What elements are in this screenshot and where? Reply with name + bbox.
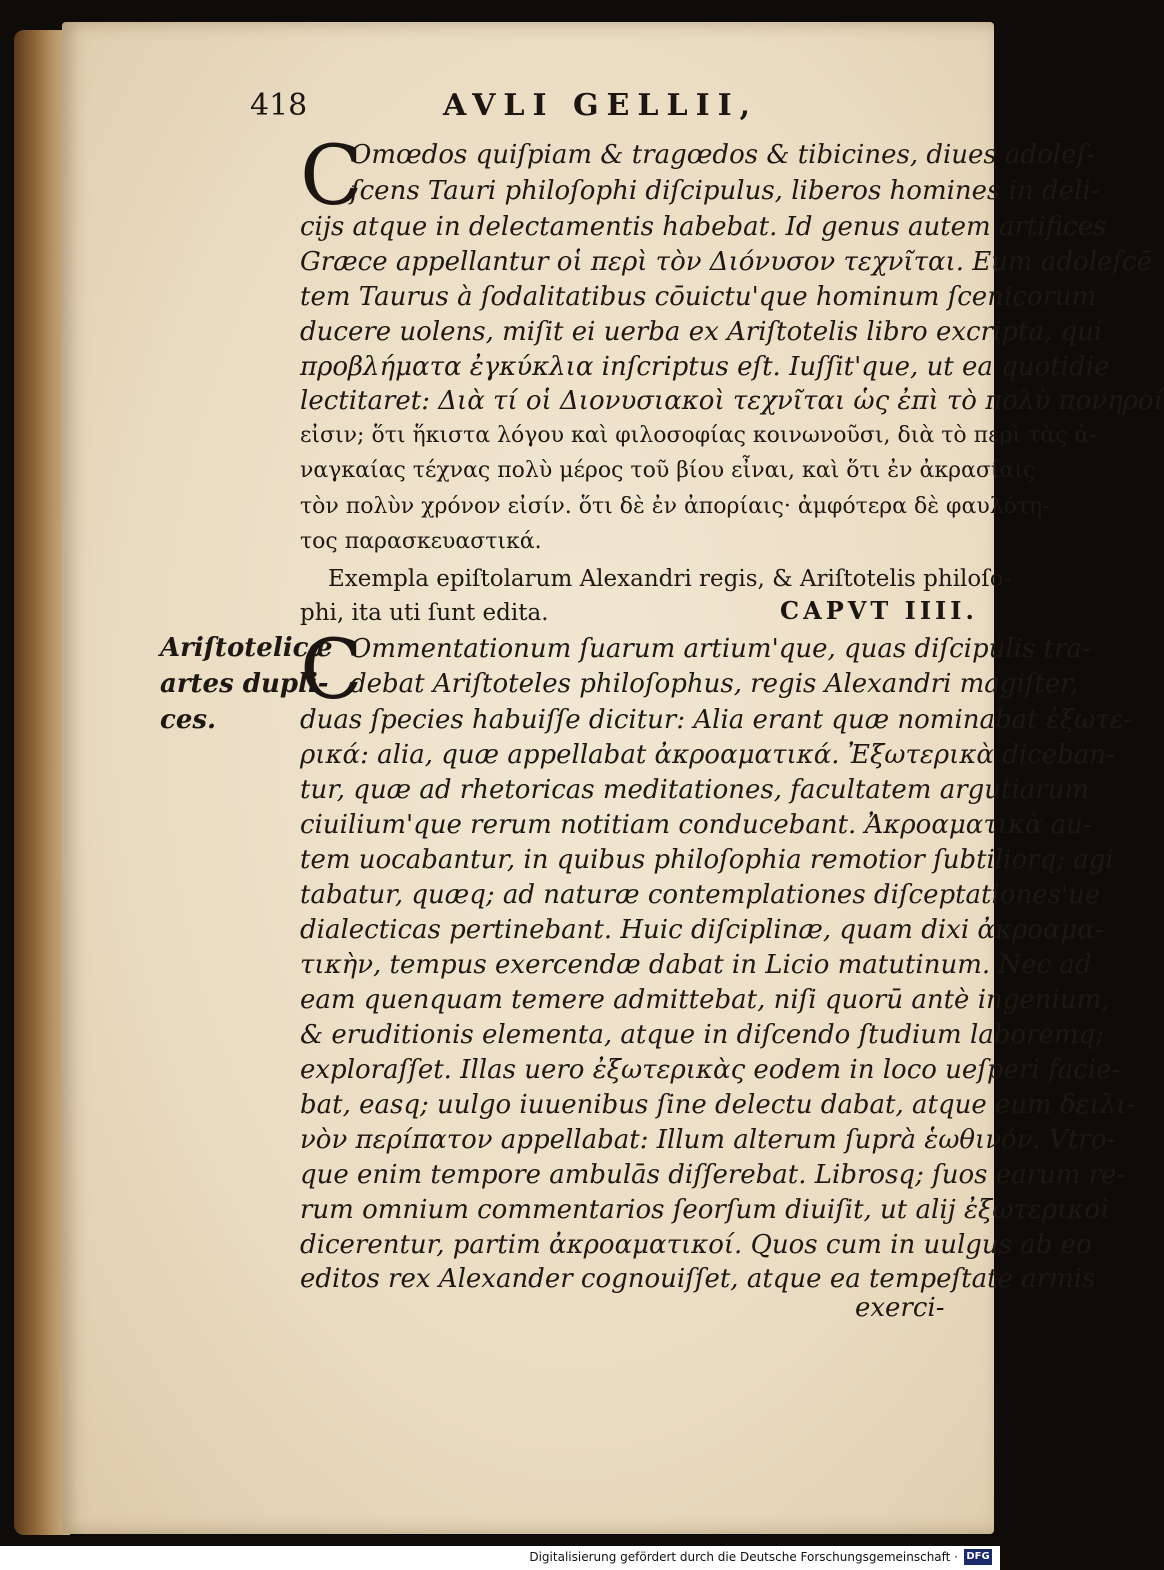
text-line: tabatur, quæq; ad naturæ contemplationes diſceptationes'ue (300, 880, 1101, 910)
greek-text-line: εἰσιν; ὅτι ἥκιστα λόγου καὶ φιλοσοφίας κοινωνοῦσι, διὰ τὸ περὶ τὰς ἀ- (300, 423, 1097, 448)
text-line: Ommentationum ſuarum artium'que, quas diſcipulis tra- (350, 634, 1091, 664)
text-line: ρικά: alia, quæ appellabat ἀκροαματικά. Ἐξωτερικὰ diceban- (300, 740, 1115, 770)
digitization-footer (0, 1546, 1000, 1570)
greek-text-line: τος παρασκευαστικά. (300, 529, 542, 554)
text-line: νὸν περίπατον appellabat: Illum alterum ſuprà ἑωθινόν. Vtro- (300, 1125, 1116, 1155)
text-line: exploraſſet. Illas uero ἐξωτερικὰς eodem in loco ueſperi facie- (300, 1055, 1121, 1085)
drop-capital: C (300, 623, 363, 718)
text-line: editos rex Alexander cognouiſſet, atque ea tempeſtate armis (300, 1264, 1096, 1294)
text-line: tem Taurus à ſodalitatibus cōuictu'que hominum ſcenicorum (300, 282, 1097, 312)
text-line: dialecticas pertinebant. Huic diſciplinæ, quam dixi ἀκροαμα- (300, 915, 1104, 945)
text-line: tur, quæ ad rhetoricas meditationes, facultatem argutiarum (300, 775, 1090, 805)
text-line: rum omnium commentarios ſeorſum diuiſit, ut alij ἐξωτερικοὶ (300, 1195, 1111, 1225)
text-line: cijs atque in delectamentis habebat. Id genus autem artifices (300, 212, 1107, 242)
greek-text-line: ναγκαίας τέχνας πολὺ μέρος τοῦ βίου εἶναι, καὶ ὅτι ἐν ἀκρασίαις (300, 458, 1036, 483)
chapter-heading: phi, ita uti ſunt edita. (300, 600, 549, 626)
text-line: debat Ariſtoteles philoſophus, regis Alexandri magiſter, (350, 669, 1079, 699)
text-line: duas ſpecies habuiſſe dicitur: Alia erant quæ nominabat ἐξωτε- (300, 705, 1133, 735)
page-number: 418 (250, 88, 308, 123)
text-line: τικὴν, tempus exercendæ dabat in Licio matutinum. Nec ad (300, 950, 1092, 980)
catchword: exerci- (855, 1293, 945, 1323)
dfg-logo: DFG (964, 1549, 992, 1565)
text-line: que enim tempore ambulās diſſerebat. Librosq; ſuos earum re- (300, 1160, 1126, 1190)
text-line: dicerentur, partim ἀκροαματικοί. Quos cum in uulgus ab eo (300, 1230, 1092, 1260)
chapter-number: CAPVT IIII. (780, 596, 978, 625)
text-line: bat, easq; uulgo iuuenibus ſine delectu dabat, atque eum δειλι- (300, 1090, 1136, 1120)
text-line: tem uocabantur, in quibus philoſophia remotior ſubtiliorq; agi (300, 845, 1114, 875)
text-line: Omœdos quiſpiam & tragœdos & tibicines, diues adoleſ- (350, 140, 1095, 170)
text-line: ciuilium'que rerum notitiam conducebant. Ἀκροαματικὰ au- (300, 810, 1092, 840)
funding-credit: Digitalisierung gefördert durch die Deutsche Forschungsgemeinschaft · (529, 1550, 958, 1564)
marginal-note: ces. (160, 705, 217, 735)
text-line: & eruditionis elementa, atque in diſcendo ſtudium laboremq; (300, 1020, 1104, 1050)
text-line: ducere uolens, miſit ei uerba ex Ariſtotelis libro excripta, qui (300, 317, 1103, 347)
drop-capital: C (300, 129, 363, 224)
chapter-heading: Exempla epiſtolarum Alexandri regis, & Ariſtotelis philoſo- (328, 566, 1012, 592)
marginal-note: artes dupli- (160, 669, 329, 699)
page-header (0, 88, 1000, 128)
running-title: AVLI GELLII, (443, 88, 759, 123)
text-line: lectitaret: Διὰ τί οἱ Διονυσιακοὶ τεχνῖται ὡς ἐπὶ τὸ πολὺ πονηροί (300, 386, 1164, 416)
marginal-note: Ariſtotelicæ (160, 633, 333, 663)
greek-text-line: τὸν πολὺν χρόνον εἰσίν. ὅτι δὲ ἐν ἀπορίαις· ἀμφότερα δὲ φαυλότη- (300, 494, 1050, 519)
text-line: ſcens Tauri philoſophi diſcipulus, liberos homines in deli- (350, 176, 1100, 206)
text-line: eam quenquam temere admittebat, niſi quorū antè ingenium, (300, 985, 1110, 1015)
text-line: προβλήματα ἐγκύκλια inſcriptus eſt. Iuſſit'que, ut ea quotidie (300, 352, 1110, 382)
text-line: Græce appellantur οἱ περὶ τὸν Διόνυσον τεχνῖται. Eum adoleſcē (300, 247, 1152, 277)
